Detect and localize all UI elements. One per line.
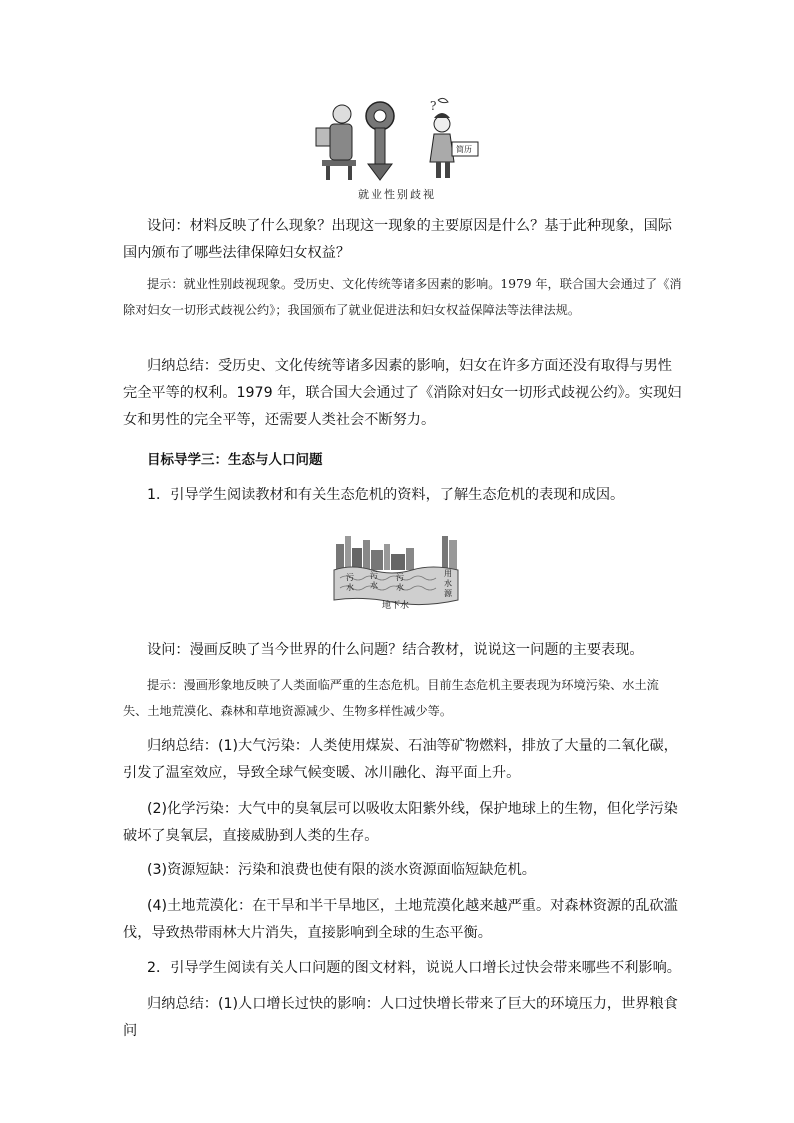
question-2: 设问：漫画反映了当今世界的什么问题？结合教材，说说这一问题的主要表现。: [147, 642, 644, 658]
figure2-label: 污: [346, 573, 354, 582]
section-heading-3: 目标导学三：生态与人口问题: [147, 452, 323, 468]
figure-caption: 就业性别歧视: [358, 188, 436, 201]
question-1: 设问：材料反映了什么现象？出现这一现象的主要原因是什么？基于此种现象，国际国内颁布了哪些法律保障妇女权益？: [123, 218, 672, 261]
figure2-label: 水: [346, 583, 354, 592]
hint-2: 提示：漫画形象地反映了人类面临严重的生态危机。目前生态危机主要表现为环境污染、水土流失、土地荒漠化、森林和草地资源减少、生物多样性减少等。: [123, 678, 659, 718]
ecology-crisis-cartoon: [0, 530, 794, 610]
figure2-caption: 地下水: [382, 601, 410, 610]
figure2-label: 水: [444, 579, 452, 588]
figure2-label: 源: [444, 589, 452, 598]
summary-3: 归纳总结：(1)人口增长过快的影响：人口过快增长带来了巨大的环境压力，世界粮食问: [123, 996, 678, 1039]
summary-2: 归纳总结：(1)大气污染：人类使用煤炭、石油等矿物燃料，排放了大量的二氧化碳，引发了温室效应，导致全球气候变暖、冰川融化、海平面上升。: [123, 738, 678, 781]
guide-item-1: 1．引导学生阅读教材和有关生态危机的资料，了解生态危机的表现和成因。: [147, 487, 625, 503]
figure2-label: 水: [370, 581, 378, 590]
figure2-label: 污: [370, 571, 378, 580]
figure2-label: 水: [396, 583, 404, 592]
resume-sign-text: 简历: [456, 145, 472, 154]
summary-2-desertification: (4)土地荒漠化：在干旱和半干旱地区，土地荒漠化越来越严重。对森林资源的乱砍滥伐，导致热带雨林大片消失，直接影响到全球的生态平衡。: [123, 898, 678, 941]
figure2-label: 污: [396, 573, 404, 582]
guide-item-2: 2．引导学生阅读有关人口问题的图文材料，说说人口增长过快会带来哪些不利影响。: [147, 960, 681, 976]
summary-1: 归纳总结：受历史、文化传统等诸多因素的影响，妇女在许多方面还没有取得与男性完全平等的权利。1979 年，联合国大会通过了《消除对妇女一切形式歧视公约》。实现妇女和男性的完全平等，还需要人类社会不断努力。: [123, 358, 682, 428]
summary-2-resources: (3)资源短缺：污染和浪费也使有限的淡水资源面临短缺危机。: [147, 862, 536, 878]
hint-1: 提示：就业性别歧视现象。受历史、文化传统等诸多因素的影响。1979 年，联合国大会通过了《消除对妇女一切形式歧视公约》；我国颁布了就业促进法和妇女权益保障法等法律法规。: [123, 277, 682, 317]
cartoon-illustration: [312, 94, 482, 184]
pollution-illustration: [332, 530, 462, 610]
svg-text:?: ?: [430, 99, 437, 113]
summary-2-chemical: (2)化学污染：大气中的臭氧层可以吸收太阳紫外线，保护地球上的生物，但化学污染破坏了臭氧层，直接威胁到人类的生存。: [123, 801, 678, 844]
figure2-label: 用: [444, 569, 452, 578]
gender-discrimination-cartoon: [0, 94, 794, 202]
